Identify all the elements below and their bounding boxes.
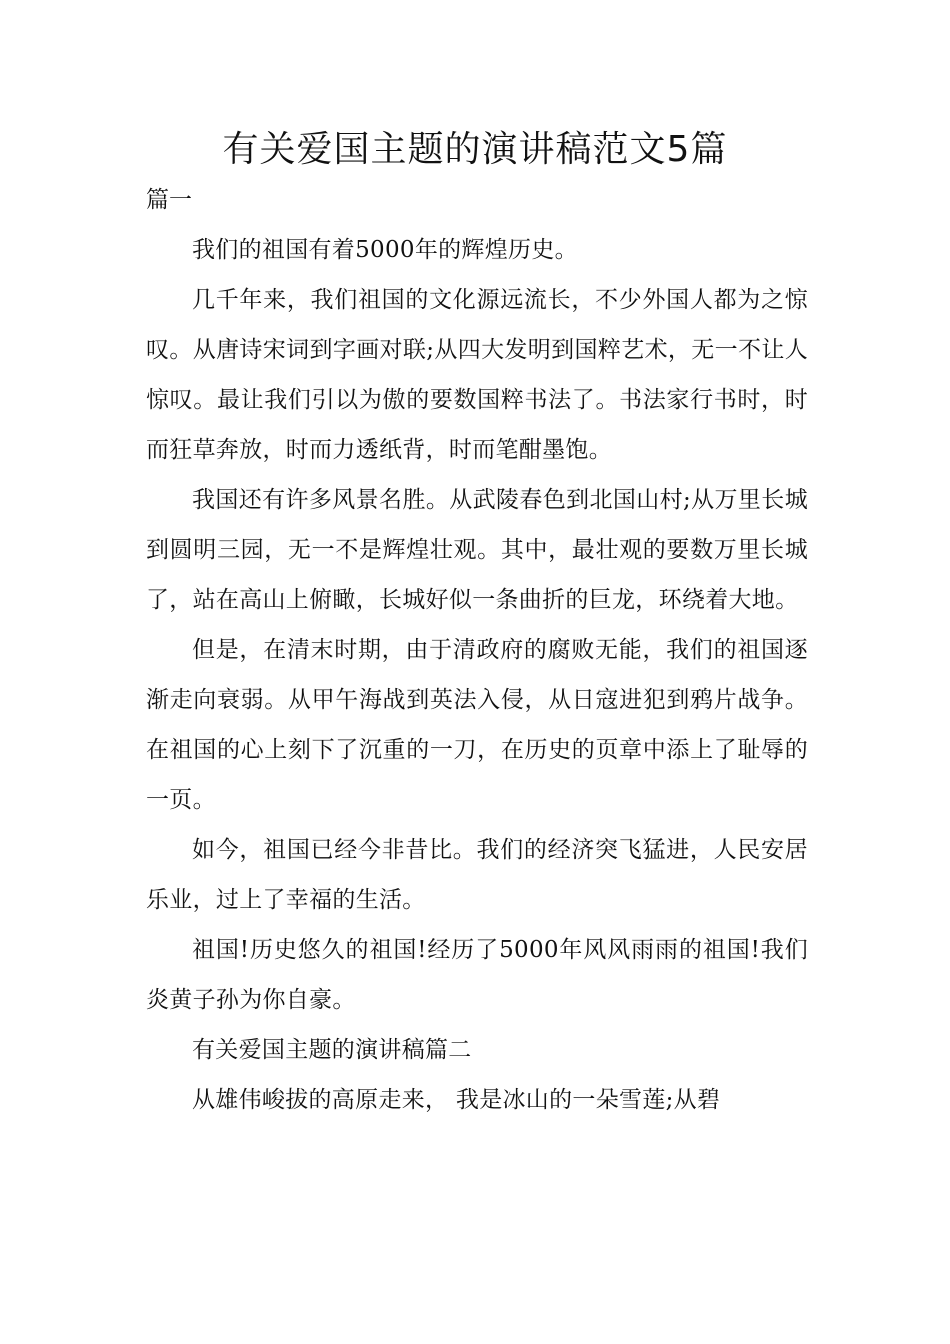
- document-title: 有关爱国主题的演讲稿范文5篇: [222, 129, 728, 170]
- paragraph: 几千年来，我们祖国的文化源远流长，不少外国人都为之惊叹。从唐诗宋词到字画对联;从四大发明到国粹艺术，无一不让人惊叹。最让我们引以为傲的要数国粹书法了。书法家行书时，时而狂草奔放，时而力透纸背，时而笔酣墨饱。: [146, 287, 808, 463]
- paragraph: 我国还有许多风景名胜。从武陵春色到北国山村;从万里长城到圆明三园，无一不是辉煌壮观。其中，最壮观的要数万里长城了，站在高山上俯瞰，长城好似一条曲折的巨龙，环绕着大地。: [146, 487, 808, 613]
- paragraph: 祖国!历史悠久的祖国!经历了5000年风风雨雨的祖国!我们炎黄子孙为你自豪。: [146, 937, 808, 1013]
- paragraph: 我们的祖国有着5000年的辉煌历史。: [192, 237, 578, 263]
- section-heading: 有关爱国主题的演讲稿篇二: [192, 1037, 472, 1063]
- paragraph: 如今，祖国已经今非昔比。我们的经济突飞猛进，人民安居乐业，过上了幸福的生活。: [146, 837, 808, 913]
- document-body: [146, 225, 808, 1125]
- section-label: 篇一: [146, 187, 192, 213]
- paragraph: 从雄伟峻拔的高原走来， 我是冰山的一朵雪莲;从碧: [192, 1087, 721, 1113]
- paragraph: 但是，在清末时期，由于清政府的腐败无能，我们的祖国逐渐走向衰弱。从甲午海战到英法入侵，从日寇进犯到鸦片战争。在祖国的心上刻下了沉重的一刀，在历史的页章中添上了耻辱的一页。: [146, 637, 808, 813]
